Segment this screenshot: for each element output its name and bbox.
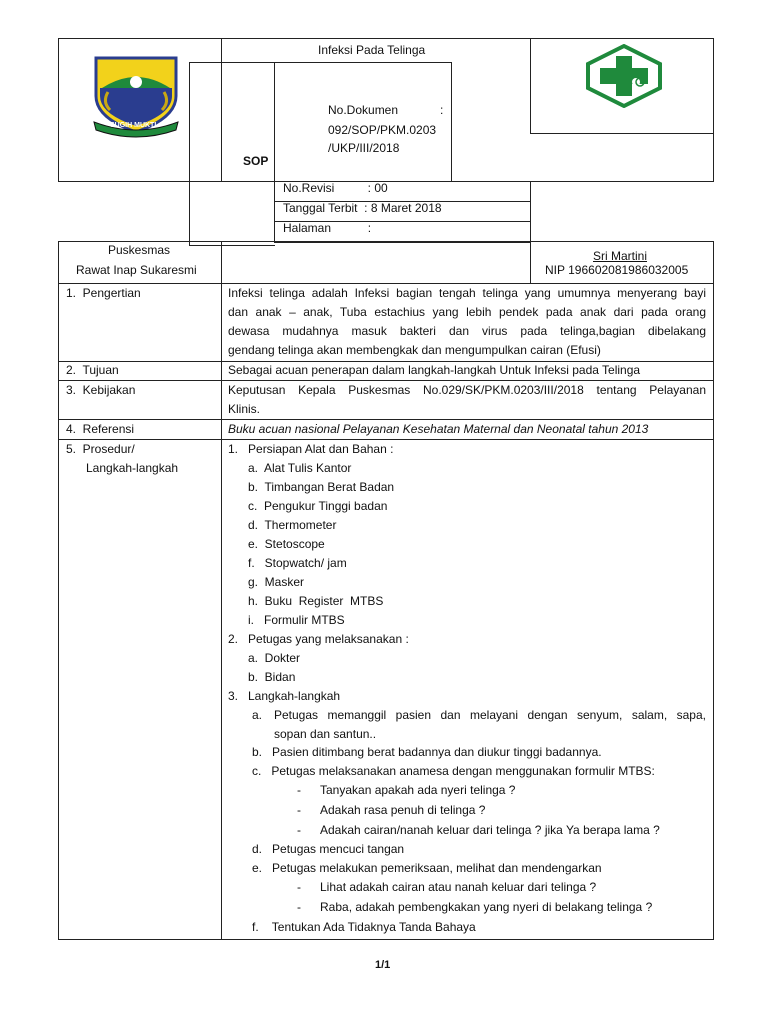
- row-line-tujuan: [58, 380, 714, 381]
- page-number: 1/1: [375, 959, 391, 971]
- pengertian-line-2: dan anak – anak, Tuba estachius yang lebih pendek pada anak dari pada orang: [228, 305, 706, 319]
- dash-marker: -: [297, 900, 301, 914]
- tool-item: g. Masker: [248, 575, 305, 589]
- tool-item: h. Buku Register MTBS: [248, 594, 384, 608]
- pengertian-line-1: Infeksi telinga adalah Infeksi bagian tengah telinga yang umumnya menyerang bayi: [228, 286, 706, 300]
- examination-item: Raba, adakah pembengkakan yang nyeri di belakang telinga ?: [320, 900, 653, 914]
- tool-item: f. Stopwatch/ jam: [248, 556, 347, 570]
- org-name-line-1: Puskesmas: [108, 243, 171, 257]
- doc-number-value-1: 092/SOP/PKM.0203: [328, 123, 437, 137]
- kebijakan-line-2: Klinis.: [228, 402, 261, 416]
- section-label-kebijakan: 3. Kebijakan: [66, 383, 136, 397]
- row-line-pengertian: [58, 361, 714, 362]
- tool-item: a. Alat Tulis Kantor: [248, 461, 352, 475]
- referensi-text: Buku acuan nasional Pelayanan Kesehatan Maternal dan Neonatal tahun 2013: [228, 422, 649, 436]
- anamnesis-question: Adakah cairan/nanah keluar dari telinga ? jika Ya berapa lama ?: [320, 823, 660, 837]
- doc-number-box: [189, 62, 452, 182]
- procedure-heading-1: 1. Persiapan Alat dan Bahan :: [228, 442, 394, 456]
- section-label-tujuan: 2. Tujuan: [66, 363, 119, 377]
- step-a-marker: a.: [252, 708, 263, 722]
- puskesmas-logo: [586, 44, 662, 108]
- signatory-name: Sri Martini: [593, 249, 648, 263]
- regency-logo: [88, 52, 184, 138]
- dash-marker: -: [297, 803, 301, 817]
- step-e: e. Petugas melakukan pemeriksaan, melihat dan mendengarkan: [252, 861, 602, 875]
- org-name-line-2: Rawat Inap Sukaresmi: [76, 263, 197, 277]
- doc-number-value-2: /UKP/III/2018: [328, 141, 400, 155]
- signatory-nip: NIP 196602081986032005: [545, 263, 689, 277]
- section-label-pengertian: 1. Pengertian: [66, 286, 141, 300]
- procedure-heading-2: 2. Petugas yang melaksanakan :: [228, 632, 409, 646]
- step-f: f. Tentukan Ada Tidaknya Tanda Bahaya: [252, 920, 476, 934]
- row-line-signature: [58, 283, 714, 284]
- revision-number: No.Revisi : 00: [283, 181, 388, 195]
- staff-item: b. Bidan: [248, 670, 296, 684]
- sop-box-left-extension: [189, 181, 190, 246]
- dash-marker: -: [297, 823, 301, 837]
- logo-motto-text: SUGIH MUKTI: [110, 122, 157, 129]
- dash-marker: -: [297, 783, 301, 797]
- tool-item: d. Thermometer: [248, 518, 337, 532]
- row-line-referensi: [58, 439, 714, 440]
- tool-item: c. Pengukur Tinggi badan: [248, 499, 388, 513]
- doc-number-colon: :: [440, 103, 444, 117]
- document-title: Infeksi Pada Telinga: [318, 43, 426, 57]
- section-label-referensi: 4. Referensi: [66, 422, 135, 436]
- step-a-line-1: Petugas memanggil pasien dan melayani dengan senyum, salam, sapa,: [274, 708, 706, 722]
- examination-item: Lihat adakah cairan atau nanah keluar dari telinga ?: [320, 880, 597, 894]
- step-c: c. Petugas melaksanakan anamesa dengan menggunakan formulir MTBS:: [252, 764, 655, 778]
- step-d: d. Petugas mencuci tangan: [252, 842, 405, 856]
- pengertian-line-3: dewasa mudahnya masuk bakteri dan virus pada telinga,bagian dibelakang: [228, 324, 706, 338]
- procedure-heading-3: 3. Langkah-langkah: [228, 689, 341, 703]
- kebijakan-line-1: Keputusan Kepala Puskesmas No.029/SK/PKM.0203/III/2018 tentang Pelayanan: [228, 383, 706, 397]
- tujuan-text: Sebagai acuan penerapan dalam langkah-langkah Untuk Infeksi pada Telinga: [228, 363, 641, 377]
- section-label-prosedur-2: Langkah-langkah: [86, 461, 179, 475]
- pengertian-line-4: gendang telinga akan membengkak dan mengumpulkan cairan (Efusi): [228, 343, 601, 357]
- anamnesis-question: Tanyakan apakah ada nyeri telinga ?: [320, 783, 516, 797]
- row-line-kebijakan: [58, 419, 714, 420]
- sop-label: SOP: [243, 154, 269, 168]
- page-label: Halaman :: [283, 221, 372, 235]
- issue-date: Tanggal Terbit : 8 Maret 2018: [283, 201, 442, 215]
- step-b: b. Pasien ditimbang berat badannya dan diukur tinggi badannya.: [252, 745, 602, 759]
- anamnesis-question: Adakah rasa penuh di telinga ?: [320, 803, 486, 817]
- doc-number-label: No.Dokumen: [328, 103, 399, 117]
- signature-column-divider: [530, 241, 531, 283]
- tool-item: e. Stetoscope: [248, 537, 325, 551]
- section-label-prosedur: 5. Prosedur/: [66, 442, 135, 456]
- step-a-line-2: sopan dan santun..: [274, 727, 377, 741]
- sop-divider: [274, 62, 275, 182]
- tool-item: b. Timbangan Berat Badan: [248, 480, 395, 494]
- label-column-divider: [221, 241, 222, 940]
- dash-marker: -: [297, 880, 301, 894]
- tool-item: i. Formulir MTBS: [248, 613, 345, 627]
- staff-item: a. Dokter: [248, 651, 301, 665]
